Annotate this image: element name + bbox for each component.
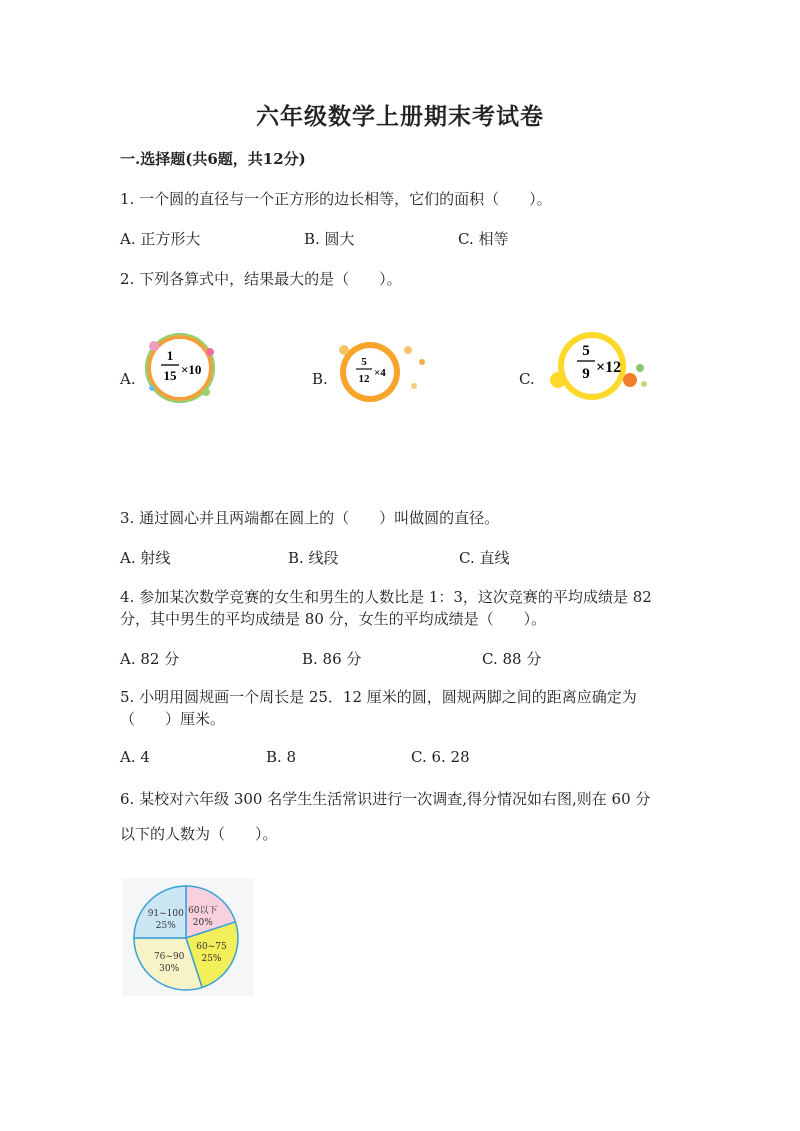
q3-option-c[interactable]: C. 直线 [459,549,510,567]
q4-option-b[interactable]: B. 86 分 [302,650,362,668]
flower-icon [623,373,637,387]
badge-c-numerator: 5 [582,343,590,359]
section-heading: 一.选择题(共6题，共12分) [120,150,306,168]
pie-label-0: 60以下 [188,905,218,916]
question-4-line-1: 4. 参加某次数学竞赛的女生和男生的人数比是 1：3，这次竞赛的平均成绩是 82 [120,588,652,606]
badge-b-multiplier: ×4 [374,367,386,379]
pie-percent-0: 20% [192,917,213,928]
q5-option-a[interactable]: A. 4 [120,748,150,766]
leaf-icon [636,364,644,372]
q2-option-c[interactable]: C. [519,370,535,388]
q2-option-a[interactable]: A. [120,370,136,388]
badge-c-multiplier: ×12 [596,359,622,376]
q2-badge-c [548,330,656,402]
q1-option-c[interactable]: C. 相等 [458,230,509,248]
badge-b-denominator: 12 [358,373,370,385]
q3-option-b[interactable]: B. 线段 [288,549,339,567]
pie-percent-2: 30% [159,964,180,975]
question-3: 3. 通过圆心并且两端都在圆上的（ ）叫做圆的直径。 [120,509,500,527]
q4-option-c[interactable]: C. 88 分 [482,650,542,668]
q5-option-b[interactable]: B. 8 [266,748,297,766]
badge-b-numerator: 5 [361,356,367,368]
pie-label-2: 76~90 [153,952,185,963]
question-6-line-2: 以下的人数为（ ）。 [120,825,278,843]
flower-icon [149,341,159,351]
question-6-line-1: 6. 某校对六年级 300 名学生生活常识进行一次调查,得分情况如右图,则在 60 分 [120,790,651,808]
pie-percent-1: 25% [201,953,222,964]
badge-c-denominator: 9 [582,366,590,382]
score-pie-chart [122,878,254,996]
question-1: 1. 一个圆的直径与一个正方形的边长相等，它们的面积（ ）。 [120,190,552,208]
leaf-icon [641,381,647,387]
q2-badge-b [330,336,434,406]
pie-label-1: 60~75 [196,941,227,952]
flower-icon [411,383,417,389]
pie-label-3: 91~100 [147,908,184,919]
q3-option-a[interactable]: A. 射线 [120,549,171,567]
leaf-icon [202,388,210,396]
q5-option-c[interactable]: C. 6. 28 [411,748,470,766]
badge-a-multiplier: ×10 [181,362,202,377]
pie-percent-3: 25% [155,920,176,931]
sun-icon [550,372,566,388]
q2-badge-a [140,330,222,406]
page-title: 六年级数学上册期末考试卷 [256,103,544,130]
flower-icon [404,346,412,354]
question-4-line-2: 分，其中男生的平均成绩是 80 分，女生的平均成绩是（ ）。 [120,610,547,628]
badge-a-numerator: 1 [166,348,174,363]
question-5-line-1: 5. 小明用圆规画一个周长是 25．12 厘米的圆，圆规两脚之间的距离应确定为 [120,688,637,706]
q1-option-a[interactable]: A. 正方形大 [120,230,201,248]
pie-chart-panel [122,878,254,996]
question-2: 2. 下列各算式中，结果最大的是（ ）。 [120,270,402,288]
flower-icon [206,348,214,356]
flower-icon [419,359,425,365]
badge-a-denominator: 15 [163,368,177,383]
flower-icon [339,345,349,355]
question-5-line-2: （ ）厘米。 [120,710,226,728]
q1-option-b[interactable]: B. 圆大 [304,230,355,248]
flower-icon [149,385,155,391]
q4-option-a[interactable]: A. 82 分 [120,650,180,668]
q2-option-b[interactable]: B. [312,370,328,388]
